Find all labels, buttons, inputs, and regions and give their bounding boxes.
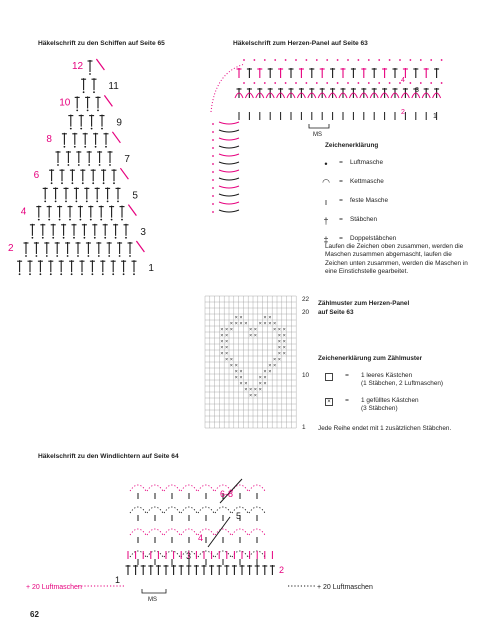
row-label: 11: [108, 81, 119, 93]
luftmasche-dot: [101, 128, 103, 130]
luftmasche-dot: [108, 255, 110, 257]
luftmasche-dot: [378, 59, 380, 61]
luftmasche-dot: [378, 82, 380, 84]
luftmasche-dot: [71, 273, 73, 275]
luftmasche-dot: [420, 82, 422, 84]
zaehlmuster-legend-title: Zeichenerklärung zum Zählmuster: [318, 355, 423, 362]
filled-cell: ×: [220, 327, 224, 333]
side-stitch: [219, 194, 239, 196]
luftmasche-dot: [44, 201, 46, 203]
legend-label: Luftmasche: [350, 159, 384, 167]
luftmasche-dot: [243, 82, 245, 84]
side-stitch: [219, 122, 239, 124]
corner-chain: [211, 64, 245, 112]
luftmasche-dot: [113, 182, 115, 184]
luftmasche-dot: [285, 59, 287, 61]
chain-arc: [147, 551, 163, 557]
kettmasche-icon: ◠: [322, 177, 330, 187]
chain-arc: [215, 507, 231, 513]
filled-cell: ×: [282, 351, 286, 357]
luftmasche-dot: [420, 59, 422, 61]
luftmasche-dot: [83, 91, 85, 93]
luftmasche-dot: [103, 182, 105, 184]
luftmasche-dot: [109, 164, 111, 166]
luftmasche-dot: [212, 131, 214, 133]
schiffen-title: Häkelschrift zu den Schiffen auf Seite 65: [38, 40, 165, 47]
luftmasche-dot: [326, 82, 328, 84]
luftmasche-dot: [97, 110, 99, 112]
filled-cell: ×: [253, 393, 258, 399]
grid-row-1: 1: [302, 424, 306, 431]
filled-cell: ×: [253, 333, 258, 339]
luftmasche-dot: [295, 59, 297, 61]
row-label: 7: [124, 154, 130, 165]
luftmasche-dot: [61, 182, 63, 184]
luftmasche-dot: [90, 219, 92, 221]
row-label: 12: [72, 61, 84, 72]
filled-cell: ×: [220, 339, 224, 345]
filled-cell: ×: [225, 333, 229, 339]
luftmasche-dot: [430, 59, 432, 61]
luftmasche-dot: [65, 201, 67, 203]
side-stitch: [219, 154, 239, 156]
luftmasche-dot: [38, 219, 40, 221]
luftmasche-dot: [285, 82, 287, 84]
luftmasche-dot: [212, 195, 214, 197]
luftmasche-dot: [102, 273, 104, 275]
legend-item: ‡ = Doppelstäbchen: [320, 230, 460, 249]
filled-cell: ×: [249, 387, 253, 393]
ms-label: MS: [148, 597, 157, 603]
turn-chain: [120, 168, 128, 179]
luftmasche-dot: [89, 73, 91, 75]
legend-label: Stäbchen: [350, 216, 378, 224]
luftmasche-dot: [96, 201, 98, 203]
luftmasche-dot: [337, 82, 339, 84]
luftmasche-dot: [87, 110, 89, 112]
filled-cell: ×: [277, 351, 282, 357]
chain-arc: [181, 485, 197, 491]
luftmasche-dot: [76, 110, 78, 112]
luftmasche-dot: [104, 237, 106, 239]
filled-cell: ×: [263, 381, 267, 387]
filled-cell: ×: [263, 369, 267, 375]
filled-cell: ×: [282, 333, 286, 339]
luftmasche-dot: [264, 82, 266, 84]
legend-list: [320, 154, 460, 249]
filled-cell: ×: [268, 321, 272, 327]
filled-box-icon: ×: [325, 398, 333, 406]
empty-box-icon: [325, 373, 333, 381]
luftmasche-dot: [389, 82, 391, 84]
luftmasche-dot: [93, 91, 95, 93]
luftmasche-dot: [368, 82, 370, 84]
filled-cell: ×: [282, 345, 286, 351]
luftmasche-dot: [430, 82, 432, 84]
luftmasche-dot: [46, 255, 48, 257]
filled-cell: ×: [268, 369, 272, 375]
filled-cell: ×: [258, 387, 262, 393]
row-label: 6: [33, 170, 40, 182]
filled-cell: ×: [234, 375, 238, 381]
luftmasche-dot: [368, 59, 370, 61]
staebchen-icon: †: [323, 215, 329, 226]
chain-arc: [164, 507, 180, 513]
zaehl-legend-filled: × = 1 gefülltes Kästchen (3 Stäbchen): [325, 397, 419, 414]
filled-cell: ×: [244, 381, 248, 387]
luftmasche-dot: [69, 219, 71, 221]
side-stitch: [219, 186, 239, 188]
row-label: 5: [236, 511, 242, 521]
ms-bracket: [142, 589, 166, 593]
filled-cell: ×: [282, 339, 286, 345]
chain-arc: [164, 485, 180, 491]
chain-arc: [147, 485, 163, 491]
luftmasche-dot: [389, 59, 391, 61]
row-label: 2: [279, 565, 285, 575]
legend-item: ◠ = Kettmasche: [320, 173, 460, 192]
row-label: 6-8: [220, 489, 234, 499]
chain-arc: [130, 529, 146, 535]
chain-arc: [198, 485, 214, 491]
side-stitch: [219, 162, 239, 164]
filled-cell: ×: [220, 351, 224, 357]
turn-chain: [104, 95, 112, 106]
filled-cell: ×: [244, 321, 248, 327]
filled-cell: ×: [225, 351, 229, 357]
luftmasche-dot: [84, 237, 86, 239]
filled-cell: ×: [234, 363, 238, 369]
doppelstaebchen-icon: ‡: [323, 234, 329, 245]
luftmasche-dot: [119, 255, 121, 257]
right-chain-label: + 20 Luftmaschen: [317, 584, 373, 591]
luftmasche-dot: [91, 128, 93, 130]
luftmasche-dot: [117, 201, 119, 203]
turn-chain: [112, 132, 120, 143]
luftmasche-dot: [295, 82, 297, 84]
luftmasche-dot: [212, 139, 214, 141]
row-label: 3: [186, 551, 192, 561]
legend-label: Kettmasche: [350, 178, 384, 186]
luftmasche-dot: [212, 171, 214, 173]
chain-arc: [232, 529, 248, 535]
luftmasche-dot: [212, 211, 214, 213]
luftmasche-dot: [25, 255, 27, 257]
luftmasche-dot: [212, 155, 214, 157]
filled-cell: ×: [273, 363, 277, 369]
luftmasche-dot: [92, 182, 94, 184]
luftmasche-dot: [73, 237, 75, 239]
row-label: 10: [59, 97, 71, 109]
row-label: 2: [401, 109, 405, 116]
filled-cell: ×: [249, 327, 253, 333]
luftmasche-dot: [105, 146, 107, 148]
legend-label: Doppelstäbchen: [350, 235, 397, 243]
luftmasche-dot: [264, 59, 266, 61]
legend-note: Laufen die Zeichen oben zusammen, werden die Maschen zusammen abgemascht, laufen die Zeichen unten zusammen, werden die Maschen in eine Einstichstelle gearbeitet.: [325, 243, 468, 276]
luftmasche-dot: [19, 273, 21, 275]
side-stitch: [219, 210, 239, 212]
legend-item: † = Stäbchen: [320, 211, 460, 230]
luftmasche-dot: [80, 128, 82, 130]
luftmasche-dot: [337, 59, 339, 61]
chain-arc: [147, 529, 163, 535]
luftmasche-dot: [212, 147, 214, 149]
luftmasche-dot: [48, 219, 50, 221]
luftmasche-dot: [111, 219, 113, 221]
filled-cell: ×: [263, 315, 267, 321]
luftmasche-dot: [67, 255, 69, 257]
luftmasche-dot: [78, 164, 80, 166]
luftmasche-dot: [63, 237, 65, 239]
side-stitch: [219, 138, 239, 140]
luftmasche-dot: [410, 59, 412, 61]
legend-label: feste Masche: [350, 197, 389, 205]
luftmasche-dot: [59, 219, 61, 221]
herzen-title: Häkelschrift zum Herzen-Panel auf Seite 63: [233, 40, 368, 47]
luftmasche-dot: [212, 179, 214, 181]
luftmasche-dot: [88, 164, 90, 166]
luftmasche-dot: [100, 219, 102, 221]
filled-cell: ×: [263, 375, 267, 381]
luftmasche-dot: [347, 59, 349, 61]
luftmasche-dot: [92, 273, 94, 275]
luftmasche-dot: [57, 164, 59, 166]
side-stitch: [219, 202, 239, 204]
filled-cell: ×: [229, 363, 234, 369]
luftmasche-dot: [98, 255, 100, 257]
luftmasche-dot: [441, 82, 443, 84]
grid-row-10: 10: [302, 372, 310, 379]
chain-arc: [249, 507, 265, 513]
luftmasche-dot: [86, 201, 88, 203]
luftmasche-dot: [316, 59, 318, 61]
luftmasche-dot: [50, 273, 52, 275]
luftmasche-dot: [212, 203, 214, 205]
filled-cell: ×: [268, 363, 272, 369]
filled-cell: ×: [258, 321, 262, 327]
filled-cell: ×: [220, 345, 224, 351]
luftmasche-dot: [77, 255, 79, 257]
chain-arc: [130, 507, 146, 513]
row-label: 3: [140, 226, 146, 238]
filled-cell: ×: [234, 321, 238, 327]
filled-cell: ×: [234, 315, 238, 321]
luftmasche-dot: [115, 237, 117, 239]
luftmasche-dot: [55, 201, 57, 203]
luftmasche-dot: [441, 59, 443, 61]
chain-arc: [215, 551, 231, 557]
row-label: 9: [116, 117, 122, 129]
filled-cell: ×: [277, 327, 282, 333]
luftmasche-dot: [51, 182, 53, 184]
filled-cell: ×: [234, 369, 238, 375]
filled-cell: ×: [263, 321, 267, 327]
filled-cell: ×: [273, 357, 277, 363]
luftmasche-dot: [56, 255, 58, 257]
luftmasche-dot: [32, 237, 34, 239]
row-label: 2: [8, 243, 14, 254]
luftmasche-dot: [212, 163, 214, 165]
luftmasche-dot: [254, 59, 256, 61]
filled-cell: ×: [249, 393, 253, 399]
row-label: 1: [148, 263, 154, 275]
luftmasche-dot: [212, 123, 214, 125]
chain-arc: [198, 507, 214, 513]
filled-cell: ×: [277, 345, 282, 351]
filled-cell: ×: [239, 381, 243, 387]
luftmasche-dot: [70, 128, 72, 130]
grid-row-20: 20: [302, 309, 310, 316]
filled-cell: ×: [239, 369, 243, 375]
filled-cell: ×: [273, 327, 277, 333]
luftmasche-dot: [274, 59, 276, 61]
filled-cell: ×: [277, 339, 282, 345]
page-number: 62: [30, 610, 39, 619]
luftmasche-dot: [80, 219, 82, 221]
luftmasche-dot: [68, 164, 70, 166]
luftmasche-dot: [82, 182, 84, 184]
legend-item: ı = feste Masche: [320, 192, 460, 211]
row-label: 1: [115, 575, 121, 585]
filled-cell: ×: [273, 321, 277, 327]
filled-cell: ×: [220, 333, 224, 339]
filled-cell: ×: [277, 333, 282, 339]
luftmasche-dot: [306, 82, 308, 84]
chain-arc: [164, 529, 180, 535]
luftmasche-dot: [212, 187, 214, 189]
filled-cell: ×: [225, 357, 229, 363]
feste-masche-icon: ı: [324, 196, 328, 207]
luftmasche-dot: [84, 146, 86, 148]
row-label: 5: [132, 190, 138, 202]
row-label: 3: [415, 87, 419, 94]
filled-cell: ×: [258, 381, 262, 387]
turn-chain: [128, 205, 136, 216]
filled-cell: ×: [229, 321, 234, 327]
luftmasche-dot: [399, 59, 401, 61]
filled-cell: ×: [229, 357, 234, 363]
luftmasche-dot: [129, 255, 131, 257]
luftmasche-dot: [76, 201, 78, 203]
row-label: 4: [198, 533, 204, 543]
luftmasche-dot: [121, 219, 123, 221]
luftmasche-dot: [326, 59, 328, 61]
zaehlmuster-grid: [205, 296, 313, 434]
chain-arc: [181, 529, 197, 535]
zaehl-legend-empty: = 1 leeres Kästchen (1 Stäbchen, 2 Luftmaschen): [325, 372, 443, 389]
ms-label: MS: [313, 132, 322, 138]
turn-chain: [96, 59, 104, 70]
luftmasche-dot: [107, 201, 109, 203]
filled-cell: ×: [253, 387, 258, 393]
luftmasche-dot: [254, 82, 256, 84]
luftmasche-dot: [358, 82, 360, 84]
luftmasche-dot: [306, 59, 308, 61]
luftmasche-dot: [36, 255, 38, 257]
row-label: 1: [433, 113, 437, 120]
turn-chain: [136, 241, 144, 252]
luftmasche-icon: •: [324, 158, 328, 169]
luftmasche-dot: [88, 255, 90, 257]
chain-arc: [130, 485, 146, 491]
luftmasche-dot: [64, 146, 66, 148]
filled-cell: ×: [253, 327, 258, 333]
filled-cell: ×: [225, 327, 229, 333]
windlichter-title: Häkelschrift zu den Windlichtern auf Seite 64: [38, 453, 179, 460]
ms-bracket: [309, 124, 329, 128]
side-stitch: [219, 170, 239, 172]
luftmasche-dot: [40, 273, 42, 275]
luftmasche-dot: [410, 82, 412, 84]
luftmasche-dot: [347, 82, 349, 84]
filled-cell: ×: [258, 375, 262, 381]
left-chain-label: + 20 Luftmaschen: [26, 584, 82, 591]
side-stitch: [219, 178, 239, 180]
legend-item: • = Luftmasche: [320, 154, 460, 173]
luftmasche-dot: [274, 82, 276, 84]
luftmasche-dot: [29, 273, 31, 275]
filled-cell: ×: [277, 357, 282, 363]
luftmasche-dot: [243, 59, 245, 61]
side-stitch: [219, 130, 239, 132]
filled-cell: ×: [239, 321, 243, 327]
luftmasche-dot: [125, 237, 127, 239]
filled-cell: ×: [239, 315, 243, 321]
row-label: 4: [20, 206, 27, 218]
filled-cell: ×: [249, 333, 253, 339]
filled-cell: ×: [244, 387, 248, 393]
filled-cell: ×: [268, 315, 272, 321]
zaehlmuster-note: Jede Reihe endet mit 1 zusätzlichen Stäbchen.: [318, 425, 452, 432]
filled-cell: ×: [225, 345, 229, 351]
filled-cell: ×: [225, 339, 229, 345]
luftmasche-dot: [133, 273, 135, 275]
luftmasche-dot: [316, 82, 318, 84]
luftmasche-dot: [94, 237, 96, 239]
filled-cell: ×: [282, 327, 286, 333]
luftmasche-dot: [52, 237, 54, 239]
legend-title: Zeichenerklärung: [325, 142, 379, 149]
luftmasche-dot: [358, 59, 360, 61]
chain-arc: [249, 529, 265, 535]
row-label: 4: [401, 77, 405, 84]
luftmasche-dot: [60, 273, 62, 275]
schiffen-chart: [8, 52, 210, 282]
chain-arc: [147, 507, 163, 513]
filled-cell: ×: [239, 375, 243, 381]
grid-row-22: 22: [302, 296, 310, 303]
luftmasche-dot: [42, 237, 44, 239]
filled-cell: ×: [229, 327, 234, 333]
chain-arc: [249, 485, 265, 491]
windlichter-chart: [20, 465, 460, 605]
side-stitch: [219, 146, 239, 148]
luftmasche-dot: [74, 146, 76, 148]
luftmasche-dot: [72, 182, 74, 184]
chain-arc: [181, 507, 197, 513]
zaehlmuster-title: Zählmuster zum Herzen-Panel auf Seite 63: [318, 300, 410, 316]
luftmasche-dot: [81, 273, 83, 275]
row-label: 8: [46, 133, 52, 145]
luftmasche-dot: [123, 273, 125, 275]
luftmasche-dot: [95, 146, 97, 148]
luftmasche-dot: [99, 164, 101, 166]
luftmasche-dot: [112, 273, 114, 275]
